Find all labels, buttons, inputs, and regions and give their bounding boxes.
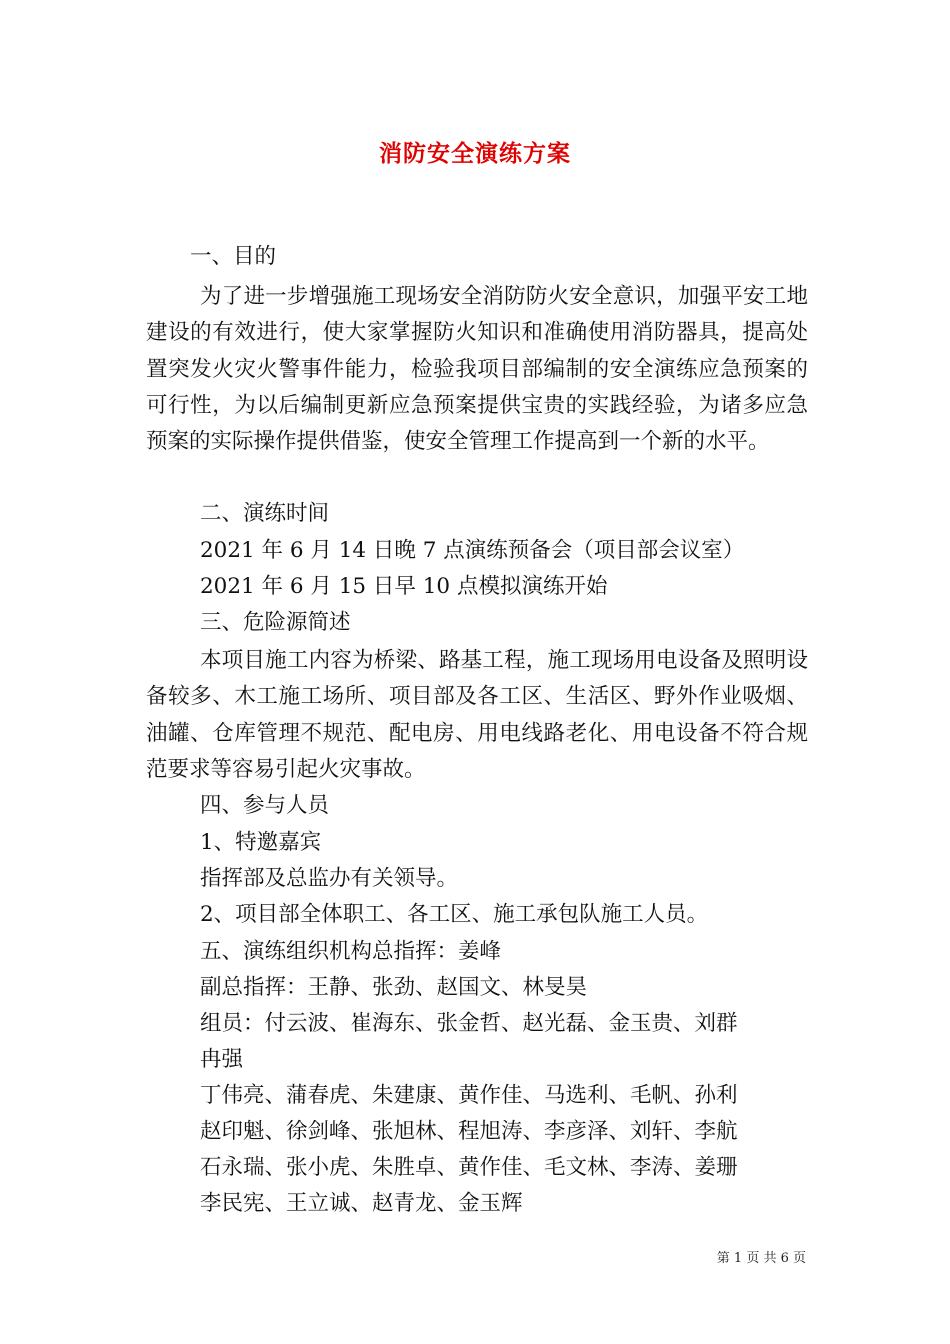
document-title: 消防安全演练方案 bbox=[379, 140, 571, 167]
drill-time-line-2: 2021 年 6 月 15 日早 10 点模拟演练开始 bbox=[200, 574, 608, 599]
members-line-3: 丁伟亮、蒲春虎、朱建康、黄作佳、马选利、毛帆、孙利 bbox=[200, 1083, 738, 1108]
page-number: 第 1 页 共 6 页 bbox=[716, 1251, 806, 1266]
members-line-6: 李民宪、王立诚、赵青龙、金玉辉 bbox=[200, 1191, 523, 1216]
hazards-paragraph: 本项目施工内容为桥梁、路基工程，施工现场用电设备及照明设备较多、木工施工场所、项目部及各工区、生活区、野外作业吸烟、油罐、仓库管理不规范、配电房、用电线路老化、用电设备不符合规范要求等容易引起火灾事故。 bbox=[146, 648, 808, 782]
members-line-2: 冉强 bbox=[200, 1047, 244, 1072]
participants-sub-1-text: 指挥部及总监办有关领导。 bbox=[200, 866, 459, 891]
members-line-1: 组员：付云波、崔海东、张金哲、赵光磊、金玉贵、刘群 bbox=[200, 1011, 738, 1036]
participants-sub-1: 1、特邀嘉宾 bbox=[200, 830, 322, 855]
section-heading-organization: 五、演练组织机构总指挥：姜峰 bbox=[200, 939, 502, 964]
section-heading-hazards: 三、危险源简述 bbox=[200, 610, 351, 635]
section-heading-purpose: 一、目的 bbox=[190, 244, 277, 269]
purpose-paragraph: 为了进一步增强施工现场安全消防防火安全意识，加强平安工地建设的有效进行，使大家掌握防火知识和准确使用消防器具，提高处置突发火灾火警事件能力，检验我项目部编制的安全演练应急预案的可行性，为以后编制更新应急预案提供宝贵的实践经验，为诸多应急预案的实际操作提供借鉴，使安全管理工作提高到一个新的水平。 bbox=[146, 284, 808, 455]
section-heading-time: 二、演练时间 bbox=[200, 501, 330, 526]
deputy-commanders: 副总指挥：王静、张劲、赵国文、林旻昊 bbox=[200, 975, 588, 1000]
section-heading-participants: 四、参与人员 bbox=[200, 793, 330, 818]
participants-sub-2: 2、项目部全体职工、各工区、施工承包队施工人员。 bbox=[200, 902, 709, 927]
drill-time-line-1: 2021 年 6 月 14 日晚 7 点演练预备会（项目部会议室） bbox=[200, 538, 745, 563]
members-line-4: 赵印魁、徐剑峰、张旭林、程旭涛、李彦泽、刘轩、李航 bbox=[200, 1119, 738, 1144]
members-line-5: 石永瑞、张小虎、朱胜卓、黄作佳、毛文林、李涛、姜珊 bbox=[200, 1155, 738, 1180]
